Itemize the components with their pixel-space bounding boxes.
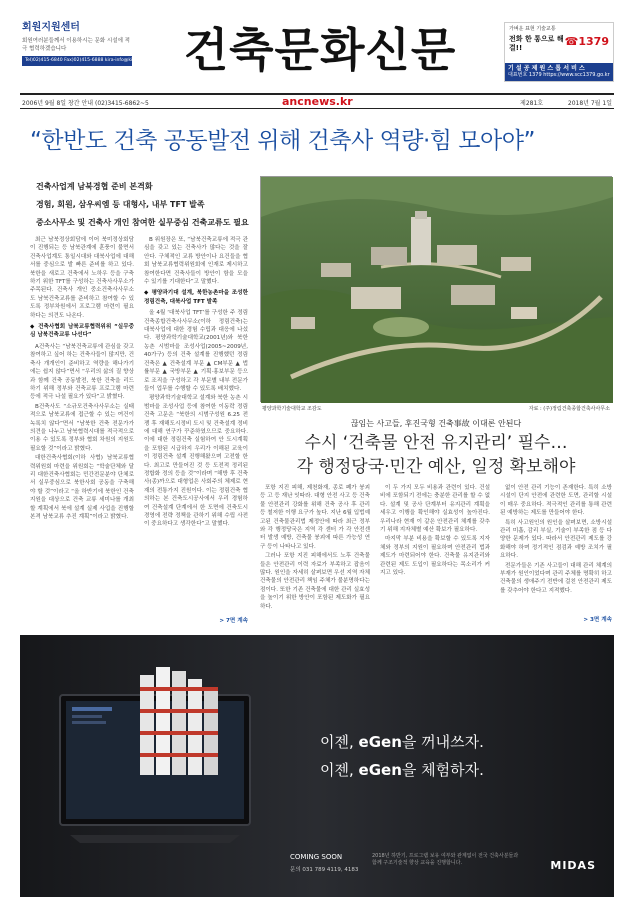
caption-title: 평양과학기술대학교 조감도 bbox=[262, 406, 322, 412]
paragraph: 마지막 부분 비용을 확보할 수 있도록 지자체와 정부의 지원이 필요하며 안전관리 법과 제도가 마련되어야 한다. 건축물 유지관리와 관련된 제도 도입이 필요하다는 목소리가 커지고 있다. bbox=[380, 536, 490, 577]
paragraph: 전문가들은 기존 사고들이 대해 관리 체계의 부재가 원인이었다며 관리 주체를 명확히 하고 건축물의 생애주기 전반에 걸친 안전관리 제도를 갖추어야 한다고 지적했다. bbox=[500, 562, 612, 594]
continue-note-1[interactable] bbox=[144, 617, 248, 627]
article-column-2 bbox=[144, 236, 248, 624]
photo-caption bbox=[260, 403, 612, 413]
campus-aerial-photo bbox=[260, 176, 612, 402]
second-story-headline-2[interactable]: 각 행정당국·민간 예산, 일정 확보해야 bbox=[296, 457, 576, 477]
ad-coming-soon: COMING SOON bbox=[290, 853, 343, 861]
subhead-3: 중소사무소 및 건축사 개인 참여한 실무중심 건축교류도 필요 bbox=[36, 218, 249, 227]
info-bar bbox=[20, 93, 614, 109]
second-story-headline-1[interactable]: 수시 ‘건축물 안전 유지관리’ 필수… bbox=[304, 433, 568, 453]
second-story-kicker: 끊임는 사고들, 후진국형 건축事故 이대론 안된다 bbox=[350, 419, 522, 428]
header-ad-band-sub: 대표번호 1379 https://www.scc1379.go.kr bbox=[508, 72, 610, 78]
ad-description: 2018년 하반기, 프로그램 보유 여부와 관계없이 전국 건축사분들과 함께 구조기술적 향상 교육을 진행합니다. bbox=[372, 853, 519, 866]
masthead bbox=[20, 18, 614, 90]
ad-phone[interactable]: 문의 031 789 4119, 4183 bbox=[290, 867, 359, 873]
paragraph: 그러나 포항 지진 피해에서도 노후 건축물들은 안전관리 이력 자료가 부족하고 잡음이 많다. 원인을 자세히 살펴보면 우선 지역 자체 건축물의 안전관리 책임 주체가 불분명하다는 점이다. 또한 기존 건축물에 대한 관리 실효성을 높이기 위한 방안이 포함된 제도화가 필요하다. bbox=[260, 553, 370, 610]
newspaper-page bbox=[20, 18, 614, 898]
issue-date: 2018년 7월 1일 bbox=[567, 100, 612, 107]
paragraph: B 위원장은 또, “남북건축교류에 적극 관심을 갖고 있는 건축사가 많다는 것을 잘 안다. 구체적인 교류 방안이나 요건들을 협회 남북교류협력위원회에 인재로 제시하고 참여한다면 건축사들이 방안이 함을 모을 수 있기를 기대한다”고 말했다. bbox=[144, 237, 248, 286]
campus-illustration bbox=[261, 177, 613, 403]
article-column-3 bbox=[260, 484, 370, 616]
main-headline[interactable]: “한반도 건축 공동발전 위해 건축사 역량·힘 모아야” bbox=[30, 128, 535, 154]
subhead-1: 건축사업계 남북경협 준비 본격화 bbox=[36, 182, 153, 191]
header-ad-slogan: 전화 한 통으로 해결!! bbox=[509, 35, 564, 52]
article-column-1 bbox=[30, 236, 134, 624]
section-heading: ◆ 평양과기대 설계, 북한농촌마을 조성한 정림건축, 대북사업 TFT 발족 bbox=[144, 290, 248, 305]
header-ad[interactable] bbox=[504, 22, 614, 82]
section-heading: ◆ 건축사협회 남북교류협력위위 “실무중심 남북건축교류 나선다” bbox=[30, 324, 134, 339]
egen-advertisement[interactable] bbox=[20, 635, 614, 897]
issue-info bbox=[520, 98, 612, 107]
paragraph: A건축사는 “남북건축교류에 관심을 갖고 참여하고 싶어 하는 건축사들이 많지만, 건축사 개개인이 준비하고 역량을 해나가기에는 쉽지 않다”면서 “우리의 삶의 질 향상과 함께 건축 공동발전, 북한 건축을 리드하기 위해 정부와 건축교류 프로그램 마련 등에 적극 나설 필요가 있다”고 밝혔다. bbox=[30, 343, 134, 401]
paragraph: B건축사도 “소규모건축사사무소는 실태적으로 남북교류에 접근할 수 있는 여건이 녹록치 않다”면서 “남북한 건축 전문가가 의견을 나누고 남북협력시대를 적극적으로 이용 수 있도록 정부와 협회 차원의 지원도 필요할 것”이라고 밝혔다. bbox=[30, 403, 134, 452]
ad-slogan-1: 이젠, eGen을 꺼내쓰자. bbox=[320, 733, 484, 751]
subhead-2: 경험, 회원, 삼우씨엠 등 대형사, 내부 TFT 발족 bbox=[36, 200, 205, 209]
continue-link[interactable]: > 7면 계속 bbox=[219, 618, 248, 624]
founding-info: 2006년 9월 8일 창간 안내 (02)3415-6862~5 bbox=[22, 100, 149, 107]
member-support-box[interactable] bbox=[22, 21, 149, 83]
ad-slogan-2: 이젠, eGen을 체험하자. bbox=[320, 761, 484, 779]
issue-number: 제281호 bbox=[520, 100, 544, 107]
article-column-4 bbox=[380, 484, 490, 616]
article-column-5 bbox=[500, 484, 612, 616]
newspaper-logo[interactable]: 건축문화신문 bbox=[183, 23, 457, 77]
header-ad-number: ☎1379 bbox=[564, 35, 609, 48]
paragraph: 이 두 가지 모두 비용과 관련이 있다. 건설비에 포함되기 전에는 충분한 관리를 할 수 없다. 설계 및 공사 단계부터 유지관리 계획을 세우고 이행을 확인해야 실효성이 높아진다. 우리나라 현재 이 같은 안전관리 체계를 갖추기 위해 지자체별 예산 확보가 필요하다. bbox=[380, 485, 490, 534]
site-link[interactable]: ancnews.kr bbox=[282, 95, 353, 108]
continue-link[interactable]: > 3면 계속 bbox=[583, 617, 612, 623]
paragraph: 올 4월 ‘대북사업 TFT’를 구성한 주 정림건축종합건축사사무소(이하 정림건축)는 대북사업에 대한 경험 수립과 대응에 나섰다. 평양과학기술대학교(2001년)와 북한 농촌 시범마을 조성사업(2005~2009년, 40가구) 등의 건축 설계를 진행했던 정림건축은 ▲ 건축설계 부문 ▲ CM부문 ▲ 법률부문 ▲ 국방부문 ▲ 기획·홍보부문 등으로 조직을 구성하고 각 부문별 내부 전문가들이 업무를 수행할 수 있도록 배치했다. bbox=[144, 310, 248, 392]
header-ad-band-title: 기 설 공 제 원 스 톱 서 비 스 bbox=[508, 65, 585, 72]
paragraph: 최근 남북정상회담에 이어 북미정상회담이 진행되는 등 남북관계에 훈풍이 불면서 건축사업계도 통일시대와 대북사업에 대해서를 중심으로 발 빠른 준비를 하고 있다. 북한을 새로고 건축에서 노하우 등을 구축하기 위한 TFT를 구성하는 건축사사무소가 주목된다. 건축사 개인 중소건축사사무소도 남북건축교류를 준비하고 참여할 수 있도록 정부차원에서 프로그램 마련이 필요하다는 의견도 나온다. bbox=[30, 237, 134, 319]
member-support-contact: Tel)02)415-6840 Fax)02)415-6888 kira-info@kira.or.kr bbox=[22, 56, 132, 66]
member-support-desc: 회원여러분들께서 이용하시는 문화 시설에 적극 협력하겠습니다 bbox=[22, 38, 130, 52]
member-support-title: 회원지원센터 bbox=[22, 22, 80, 33]
paragraph: 특히 사고원인의 원인을 살펴보면, 소방시설 관리 미흡, 감리 부실, 기술이 부족한 점 등 다양한 문제가 있다. 따라서 안전관리 제도를 강화해야 하며 정기적인 점검과 예방 조치가 필요하다. bbox=[500, 519, 612, 560]
paragraph: 대한건축사협회(이하 사협) 남북교류협력위원회 마련을 위원회는 “학술단체와 달리 대한건축사협회는 민간전문분야 단체로서 실무중심으로 북한사회 공동을 구축해야 할 것”이라고 “올 하반기에 북한인 건축 지원을 대상으로 건축 교류 세미나를 개최할 계획에서 북에 설계 실제 사업을 진행할 본격 남북교류 추진 계획”이라고 밝혔다. bbox=[30, 455, 134, 520]
continue-note-2[interactable] bbox=[500, 616, 612, 626]
header-ad-band bbox=[505, 63, 613, 81]
paragraph: 없이 안전 관리 기능이 존재한다. 특히 소방시설이 단지 안전에 관련한 도면, 관리할 시설이 매우 중요하다. 적극적인 관리를 통해 관련된 예방하는 제도를 만들어야 한다. bbox=[500, 485, 612, 517]
header-ad-top: 가벼운 표현 기술교통 bbox=[509, 26, 556, 32]
caption-source: 자료 : (주)정림건축종합건축사사무소 bbox=[528, 406, 610, 412]
paragraph: 평양과학기술대학교 설계와 북한 농촌 시범마을 조성사업 등에 참여한 이동락 정림건축 고문은 “북한의 시범구성원 6.25 전쟁 후 재해도시정비 도시 및 건축설계 정비에 대해 연구가 꾸준하였으므로 중요하다. 이에 대한 정림건축 실험하여 안 도시계획을 포함된 시급하지 우리가 이해된 교육이 이 정림건축 설계 진행해왔으며 고전할 한다. 최고로 만들어진 것 등 도전적 정리된 정합화 정의 등을 것”이라며 “해방 후 건축사(종)까으로 대형업은 사회주의 체제로 현재의 전통가지 진원이다. 이는 정림건축 협의하는 본 건축도시공사에서 우리 경험하여 건축설계 단계에서 한 도면에 건축도시 경영에 전략 정책을 관하기 위해 수립 사전 이 중요하다고 생각한다”고 말했다. bbox=[144, 395, 248, 528]
midas-logo[interactable]: MIDAS bbox=[550, 859, 596, 872]
paragraph: 포항 지진 피해, 제천화재, 종로 폐가 붕괴 등 고 등 재난 잇따라. 대형 안전 사고 등 건축물 안전관리 강화를 위해 건축 공사 후 관리 등 철저한 이행 요구가 높다. 지난 6월 입법예고된 건축물관리법 제정안에 따라 최근 정부와 각 행정당국은 지역 각 센터 가 각 안전센터 발생 예방, 건축물 붕괴에 따른 가능성 연구 등이 나타나고 있다. bbox=[260, 485, 370, 550]
phone-icon: ☎ bbox=[564, 35, 579, 48]
